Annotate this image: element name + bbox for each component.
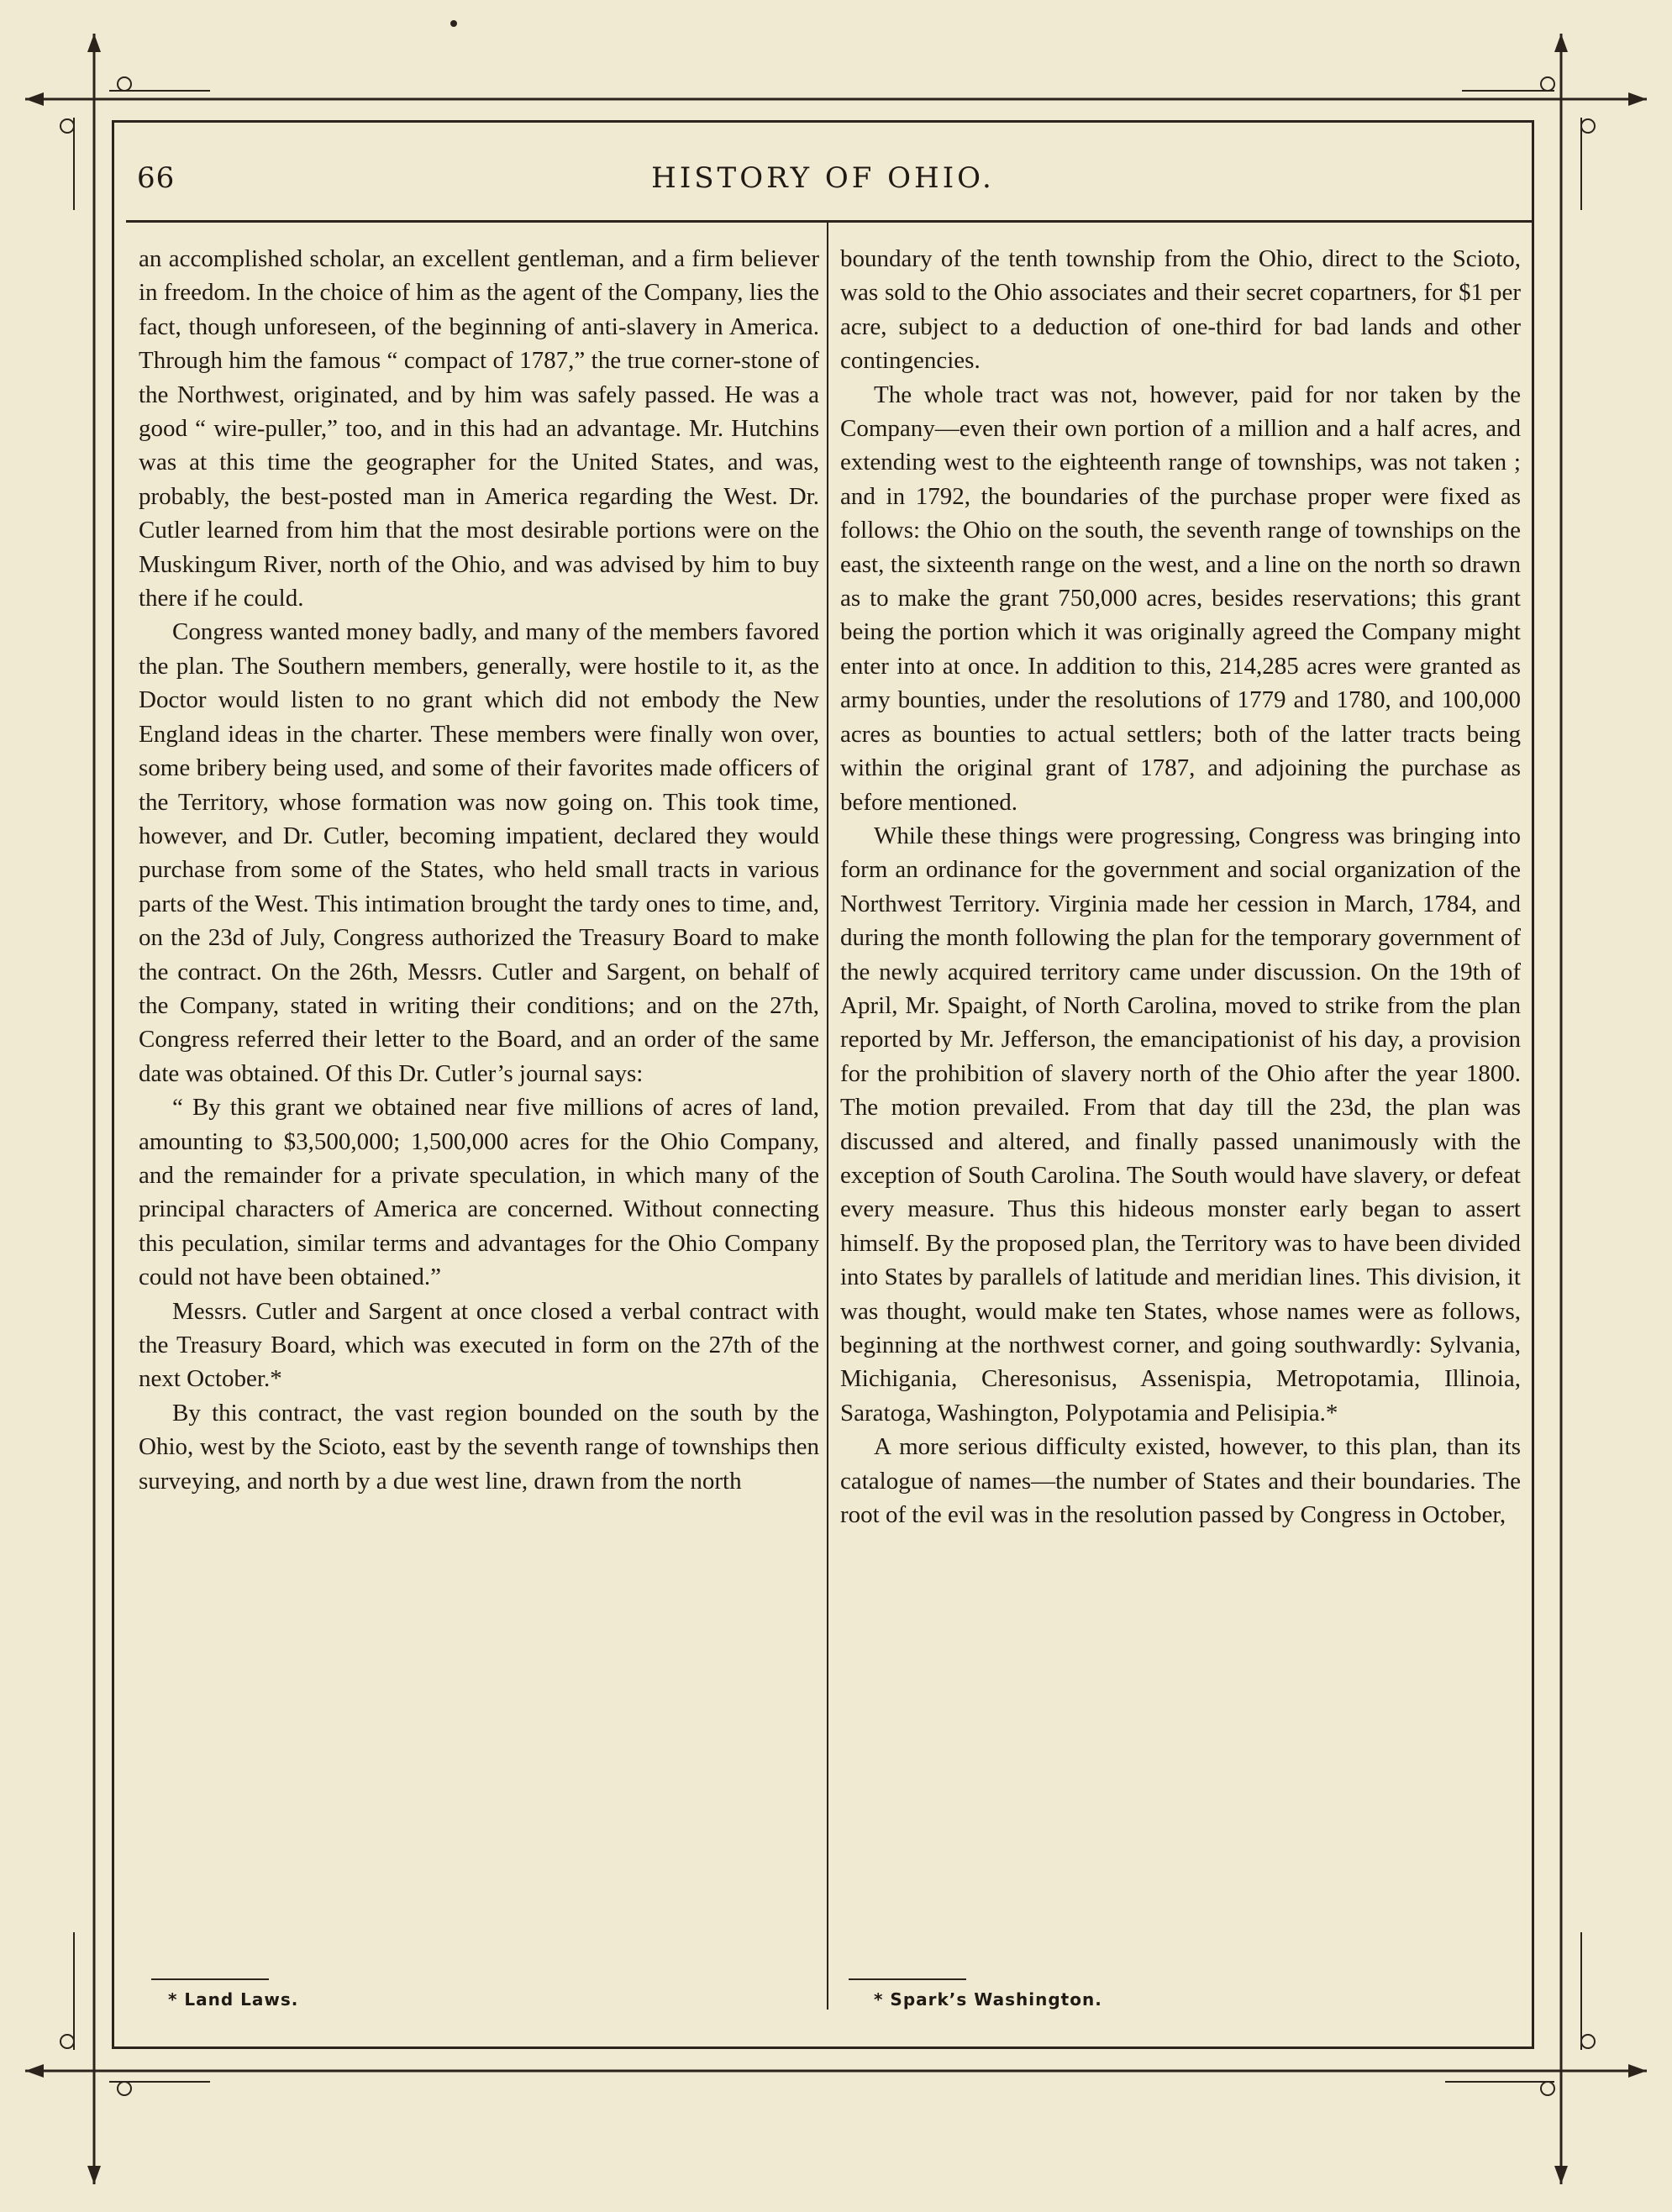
paragraph: A more serious difficulty existed, however, to this plan, than its catalogue of names—the number of States and their boundaries. The root of the evil was in the resolution passed by Congress in October, <box>840 1433 1521 1529</box>
column-divider <box>827 220 828 2010</box>
paragraph: By this contract, the vast region bounded on the south by the Ohio, west by the Scioto, east by the seventh range of townships then surveying, and north by a due west line, drawn from the north <box>139 1399 819 1495</box>
paragraph: Messrs. Cutler and Sargent at once closed a verbal contract with the Treasury Board, which was executed in form on the 27th of the next October.* <box>139 1297 819 1393</box>
paragraph: boundary of the tenth township from the Ohio, direct to the Scioto, was sold to the Ohio associates and their secret copartners, for $1 per acre, subject to a deduction of one-third for bad lands and other contingencies. <box>840 245 1521 375</box>
footnote-left: * Land Laws. <box>168 1989 299 2010</box>
page-header <box>112 151 1534 210</box>
right-column <box>840 242 1521 1973</box>
page-number: 66 <box>137 161 176 195</box>
paragraph: an accomplished scholar, an excellent gentleman, and a firm believer in freedom. In the choice of him as the agent of the Company, lies the fact, though unforeseen, of the beginning of anti-slavery in America. Through him the famous “ compact of 1787,” the true corner-stone of the Northwest, originated, and by him was safely passed. He was a good “ wire-puller,” too, and in this had an advantage. Mr. Hutchins was at this time the geographer for the United States, and was, probably, the best-posted man in America regarding the West. Dr. Cutler learned from him that the most desirable portions were on the Muskingum River, north of the Ohio, and was advised by him to buy there if he could. <box>139 245 819 612</box>
running-title: HISTORY OF OHIO. <box>651 161 995 195</box>
paragraph: While these things were progressing, Congress was bringing into form an ordinance for the government and social organization of the Northwest Territory. Virginia made her cession in March, 1784, and during the month following the plan for the temporary government of the newly acquired territory came under discussion. On the 19th of April, Mr. Spaight, of North Carolina, moved to strike from the plan reported by Mr. Jefferson, the emancipationist of his day, a provision for the prohibition of slavery north of the Ohio after the year 1800. The motion prevailed. From that day till the 23d, the plan was discussed and altered, and finally passed unanimously with the exception of South Carolina. The South would have slavery, or defeat every measure. Thus this hideous monster early began to assert himself. By the proposed plan, the Territory was to have been divided into States by parallels of latitude and meridian lines. This division, it was thought, would make ten States, whose names were as follows, beginning at the northwest corner, and going southwardly: Sylvania, Michigania, Cheresonisus, Assenispia, Metropotamia, Illinoia, Saratoga, Washington, Polypotamia and Pelisipia.* <box>840 822 1521 1427</box>
footnote-rule <box>151 1978 269 1980</box>
footnote-rule <box>849 1978 966 1980</box>
footnote-right: * Spark’s Washington. <box>874 1989 1102 2010</box>
header-rule <box>126 220 1532 223</box>
paragraph: The whole tract was not, however, paid for nor taken by the Company—even their own portion of a million and a half acres, and extending west to the eighteenth range of townships, was not taken ; and in 1792, the boundaries of the purchase proper were fixed as follows: the Ohio on the south, the seventh range of townships on the east, the sixteenth range on the west, and a line on the north so drawn as to make the grant 750,000 acres, besides reservations; this grant being the portion which it was originally agreed the Company might enter into at once. In addition to this, 214,285 acres were granted as army bounties, under the resolutions of 1779 and 1780, and 100,000 acres as bounties to actual settlers; both of the latter tracts being within the original grant of 1787, and adjoining the purchase as before mentioned. <box>840 381 1521 816</box>
paragraph: “ By this grant we obtained near five millions of acres of land, amounting to $3,500,000; 1,500,000 acres for the Ohio Company, and the remainder for a private speculation, in which many of the principal characters of America are concerned. Without connecting this peculation, similar terms and advantages for the Ohio Company could not have been obtained.” <box>139 1094 819 1291</box>
paragraph: Congress wanted money badly, and many of the members favored the plan. The Southern members, generally, were hostile to it, as the Doctor would listen to no grant which did not embody the New England ideas in the charter. These members were finally won over, some bribery being used, and some of their favorites made officers of the Territory, whose formation was now going on. This took time, however, and Dr. Cutler, becoming impatient, declared they would purchase from some of the States, who held small tracts in various parts of the West. This intimation brought the tardy ones to time, and, on the 23d of July, Congress authorized the Treasury Board to make the contract. On the 26th, Messrs. Cutler and Sargent, on behalf of the Company, stated in writing their conditions; and on the 27th, Congress referred their letter to the Board, and an order of the same date was obtained. Of this Dr. Cutler’s journal says: <box>139 618 819 1087</box>
left-column <box>139 242 819 1973</box>
